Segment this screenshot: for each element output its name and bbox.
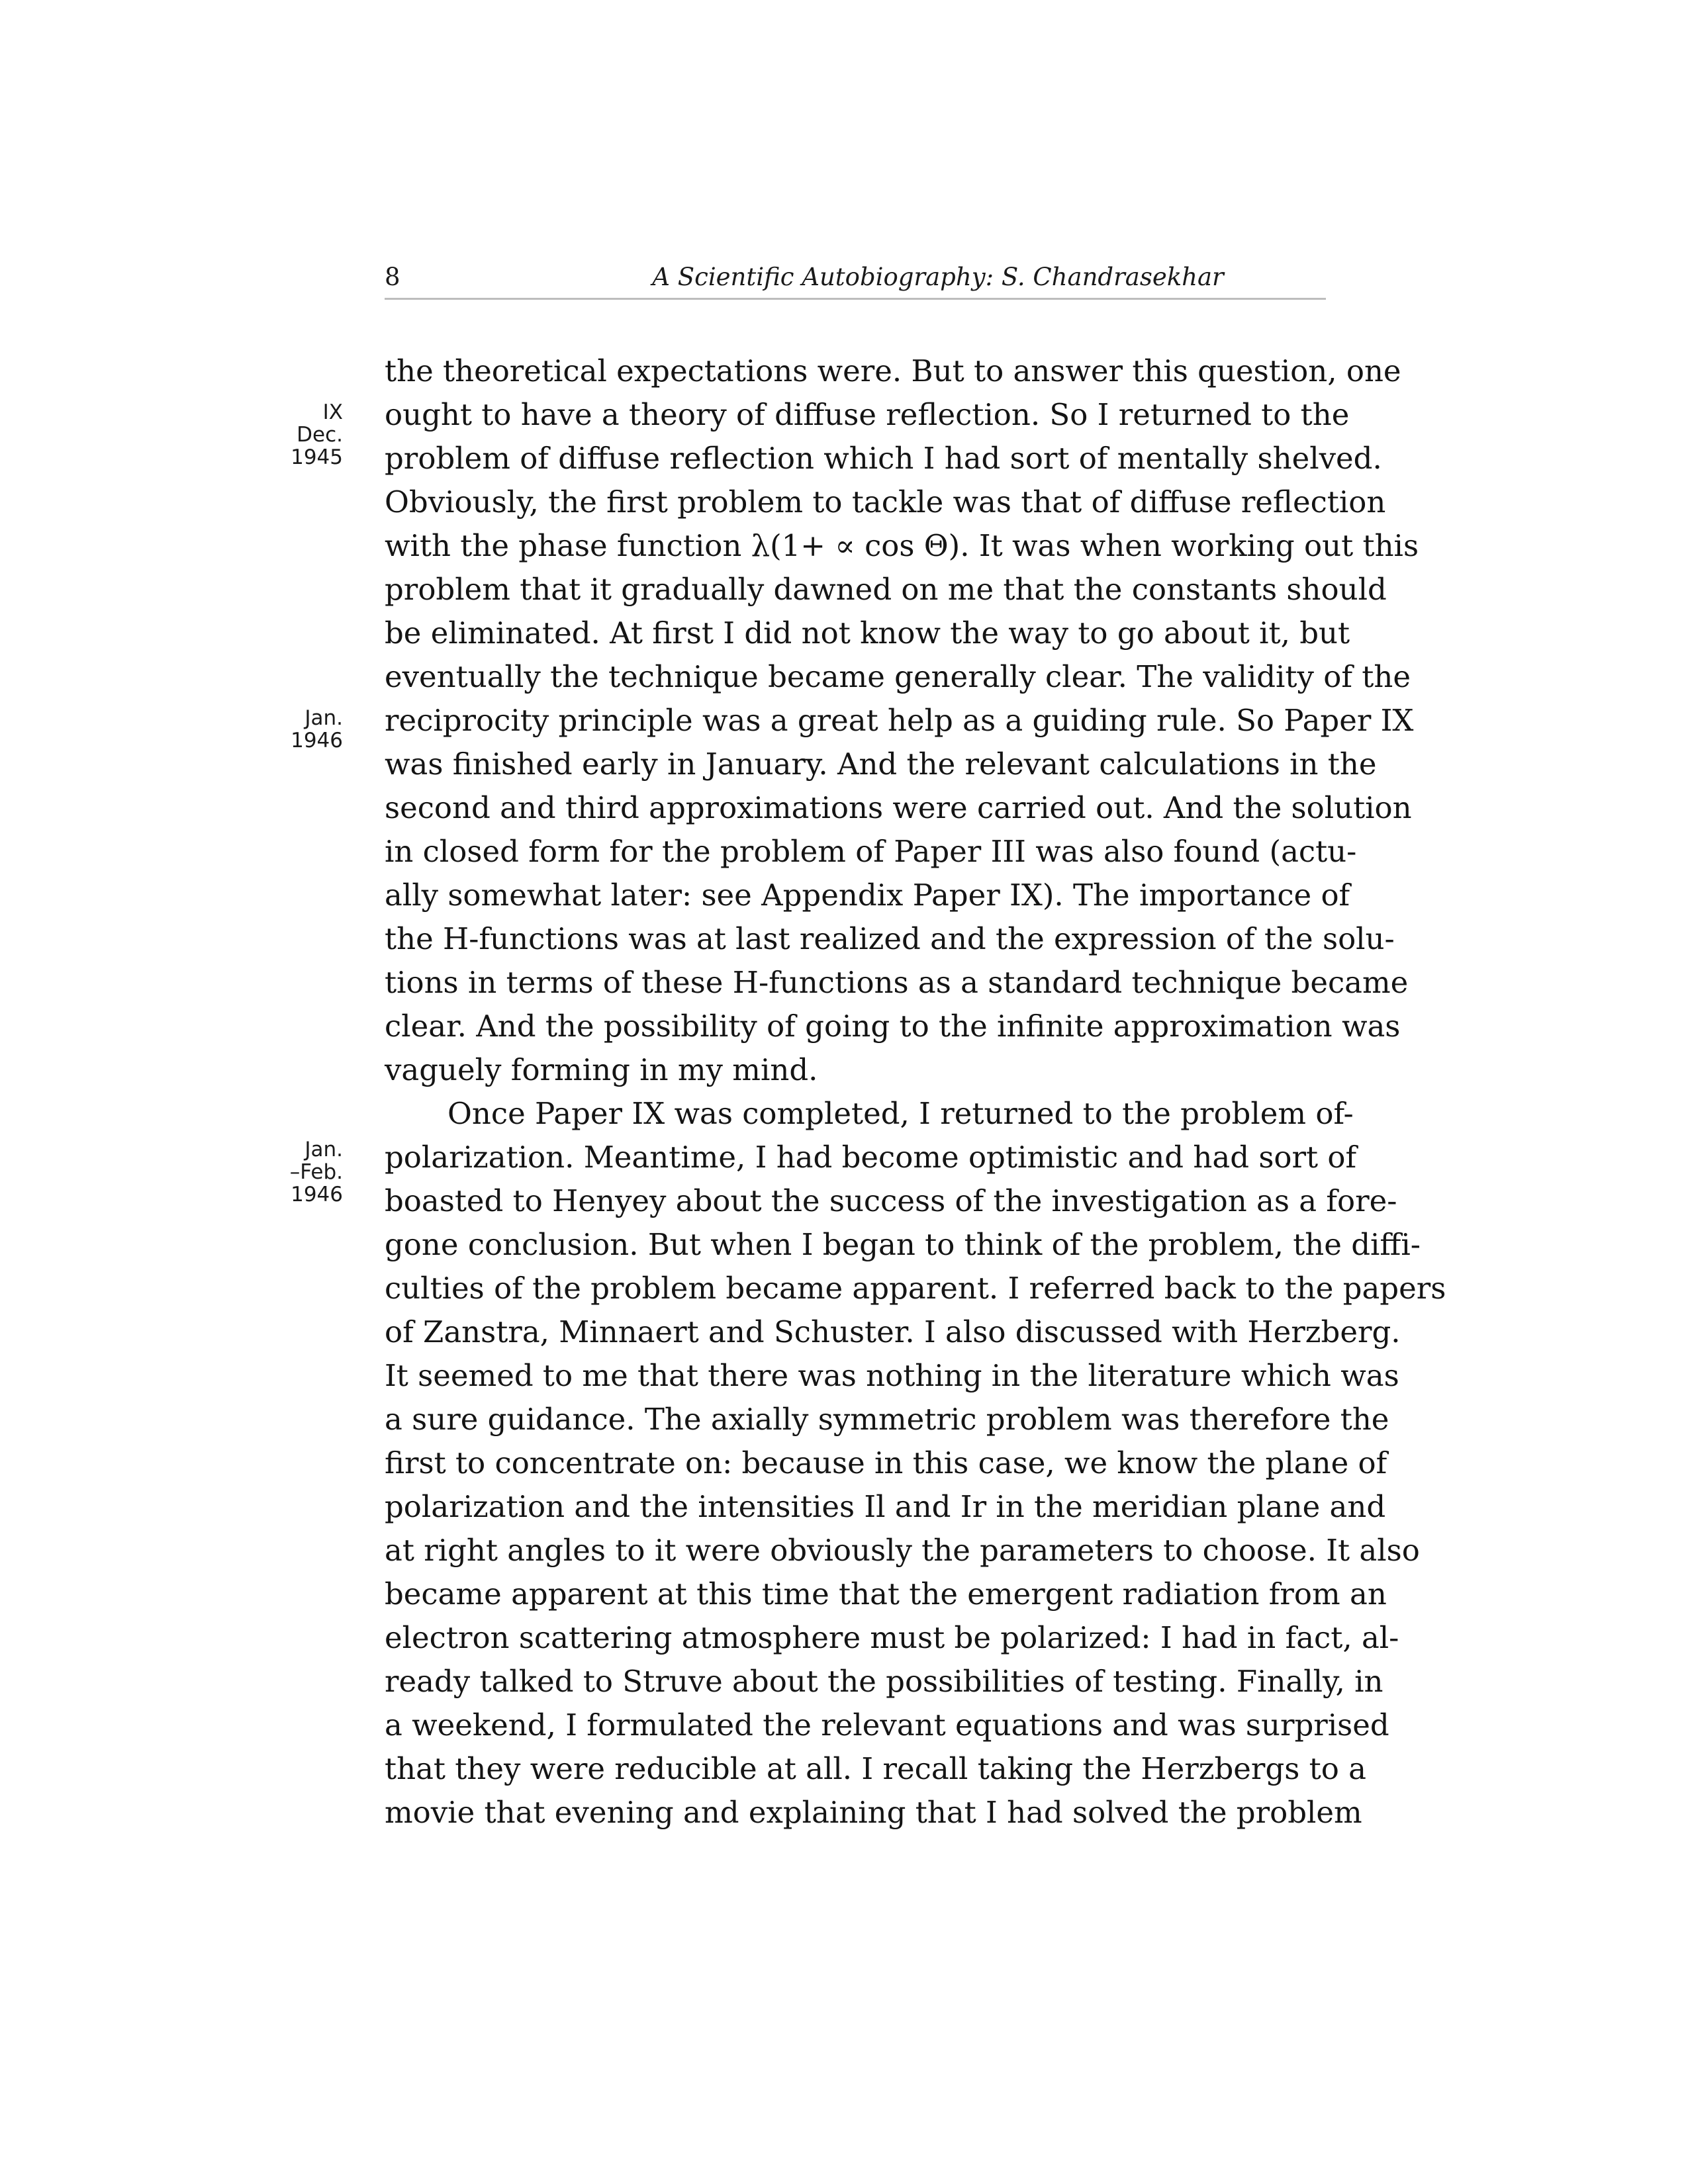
text-line: that they were reducible at all. I recall taking the Herzbergs to a <box>385 1751 1366 1786</box>
text-line: at right angles to it were obviously the parameters to choose. It also <box>385 1533 1420 1568</box>
text-line: became apparent at this time that the emergent radiation from an <box>385 1576 1387 1612</box>
margin-note-line: 1946 <box>291 729 343 752</box>
margin-note-jan-feb-1946 <box>265 1138 343 1206</box>
margin-note-jan-1946 <box>265 707 343 752</box>
text-line: polarization and the intensities Il and Ir in the meridian plane and <box>385 1489 1386 1524</box>
text-line: electron scattering atmosphere must be polarized: I had in fact, al- <box>385 1620 1399 1655</box>
text-line: ally somewhat later: see Appendix Paper IX). The importance of <box>385 878 1350 913</box>
text-line: a sure guidance. The axially symmetric problem was therefore the <box>385 1402 1389 1437</box>
text-line: tions in terms of these H-functions as a standard technique became <box>385 965 1409 1000</box>
text-line: problem of diffuse reflection which I had sort of mentally shelved. <box>385 441 1382 476</box>
text-line: gone conclusion. But when I began to think of the problem, the diffi- <box>385 1227 1421 1262</box>
text-line: ought to have a theory of diffuse reflection. So I returned to the <box>385 397 1350 432</box>
text-line: of Zanstra, Minnaert and Schuster. I also discussed with Herzberg. <box>385 1314 1401 1349</box>
margin-note-dec-1945 <box>265 401 343 469</box>
text-line: second and third approximations were carried out. And the solution <box>385 790 1412 825</box>
paragraph-1 <box>385 349 1419 1092</box>
margin-note-line: 1946 <box>291 1183 343 1206</box>
margin-note-line: Jan. <box>305 1138 343 1161</box>
text-line: a weekend, I formulated the relevant equations and was surprised <box>385 1707 1389 1743</box>
text-line: ready talked to Struve about the possibilities of testing. Finally, in <box>385 1664 1383 1699</box>
page-number: 8 <box>385 263 400 291</box>
text-line: vaguely forming in my mind. <box>385 1052 818 1087</box>
text-line: clear. And the possibility of going to the infinite approximation was <box>385 1009 1401 1044</box>
margin-note-line: Jan. <box>305 706 343 730</box>
text-line: reciprocity principle was a great help as a guiding rule. So Paper IX <box>385 703 1414 738</box>
text-line: the H-functions was at last realized and the expression of the solu- <box>385 921 1395 956</box>
running-head: A Scientific Autobiography: S. Chandrasekhar <box>652 263 1224 291</box>
text-line: Obviously, the first problem to tackle was that of diffuse reflection <box>385 484 1386 520</box>
text-line: polarization. Meantime, I had become optimistic and had sort of <box>385 1140 1357 1175</box>
text-line: the theoretical expectations were. But to answer this question, one <box>385 353 1401 388</box>
text-line: be eliminated. At first I did not know the way to go about it, but <box>385 615 1350 651</box>
text-line: Once Paper IX was completed, I returned to the problem of- <box>447 1096 1354 1131</box>
margin-note-line: Dec. <box>297 423 343 447</box>
margin-note-line: 1945 <box>291 445 343 469</box>
text-line: It seemed to me that there was nothing in the literature which was <box>385 1358 1399 1393</box>
body-text <box>385 349 1446 1835</box>
text-line: in closed form for the problem of Paper III was also found (actu- <box>385 834 1357 869</box>
text-line: boasted to Henyey about the success of the investigation as a fore- <box>385 1183 1397 1218</box>
text-line: culties of the problem became apparent. I referred back to the papers <box>385 1271 1446 1306</box>
text-line: eventually the technique became generally clear. The validity of the <box>385 659 1411 694</box>
paragraph-2 <box>385 1092 1446 1835</box>
text-line: problem that it gradually dawned on me that the constants should <box>385 572 1387 607</box>
text-line: first to concentrate on: because in this case, we know the plane of <box>385 1445 1387 1480</box>
text-line: was finished early in January. And the relevant calculations in the <box>385 747 1377 782</box>
page-header <box>385 262 1326 300</box>
margin-note-line: IX <box>322 400 343 424</box>
margin-note-line: –Feb. <box>289 1160 343 1184</box>
text-line: movie that evening and explaining that I had solved the problem <box>385 1795 1362 1830</box>
text-line: with the phase function λ(1+ ∝ cos Θ). It was when working out this <box>385 528 1419 563</box>
